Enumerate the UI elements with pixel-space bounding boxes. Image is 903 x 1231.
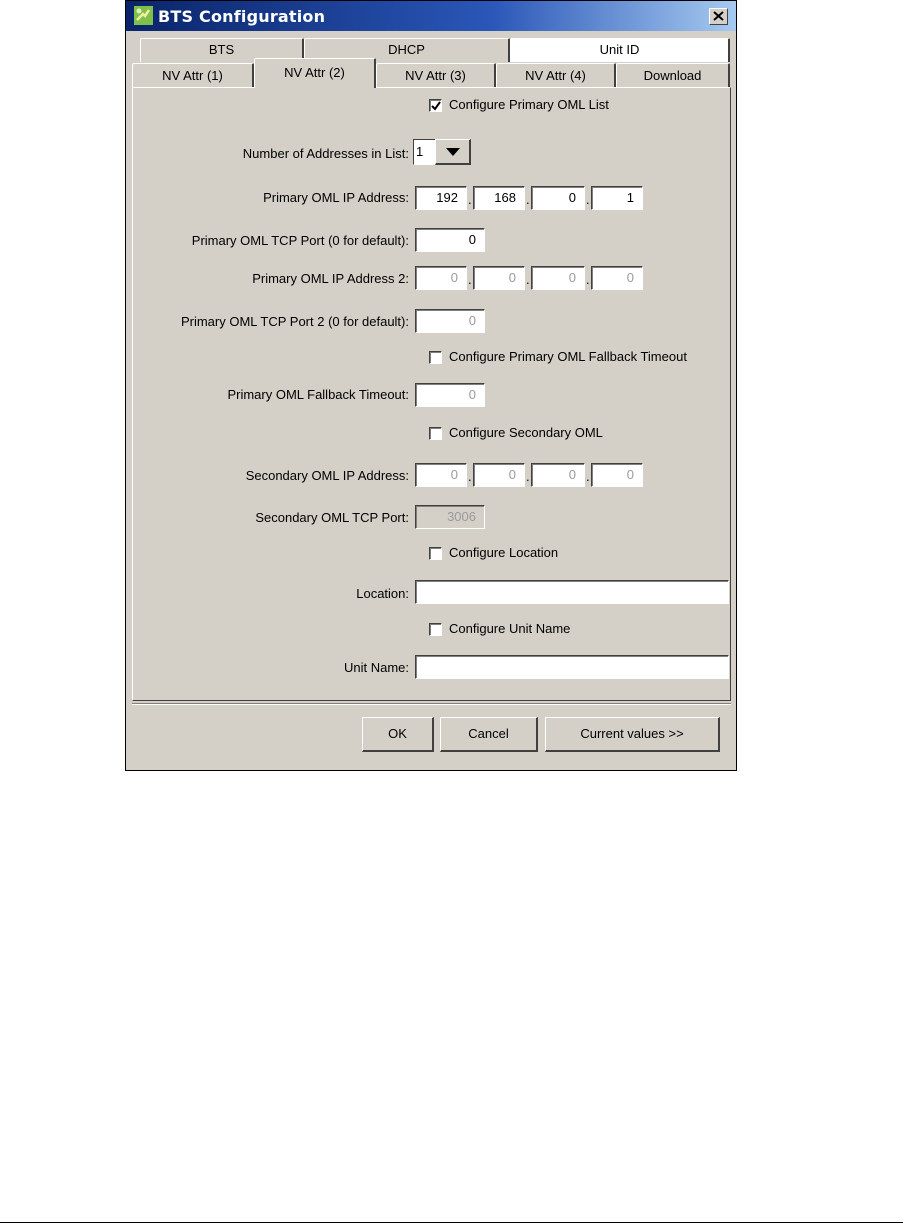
cancel-button[interactable]: Cancel <box>440 717 538 752</box>
chevron-down-icon <box>446 148 460 156</box>
checkbox-box <box>429 99 442 112</box>
tab-nv-attr-4[interactable]: NV Attr (4) <box>496 63 616 87</box>
ip-dot: . <box>468 272 472 287</box>
primary-oml-tcp-port-2-label-wrap <box>133 314 409 332</box>
secondary-oml-tcp-port-label-wrap <box>133 510 409 528</box>
app-icon <box>134 6 153 25</box>
primary-oml-tcp-port-label-wrap <box>133 233 409 251</box>
tab-unit-id[interactable]: Unit ID <box>510 38 730 62</box>
ip-dot: . <box>586 192 590 207</box>
nv-attr-2-panel: Configure Primary OML List Number of Addresses in List: 1 Primary OML IP Address: 192 . 168 . 0 . 1 Primary OML TCP Port (0 for default): 0 Primary OML IP Address 2: 0 . 0 . 0 . 0 Primary OML TCP Port 2 (0 for default): 0 Configure Primary OML Fallback Timeout Primary OML Fallback Timeout: 0 Configure Secondary OML Secondary OML IP Address: 0 . 0 . 0 . 0 Secondary OML TCP Port: 3006 Configure Location Location: Configure Unit Name Unit Name: <box>132 87 731 701</box>
ok-button[interactable]: OK <box>362 717 434 752</box>
ip-dot: . <box>586 272 590 287</box>
tab-nv-attr-1[interactable]: NV Attr (1) <box>132 63 254 87</box>
primary-oml-ip-octet-2[interactable]: 168 <box>473 186 525 210</box>
primary-oml-ip-label: Primary OML IP Address: <box>263 190 409 205</box>
secondary-oml-ip-label-wrap <box>133 468 409 486</box>
fallback-timeout-label-wrap <box>133 387 409 405</box>
secondary-oml-ip-octet-4[interactable]: 0 <box>591 463 643 487</box>
number-of-addresses-label: Number of Addresses in List: <box>242 146 409 161</box>
close-button[interactable] <box>709 8 728 25</box>
location-input[interactable] <box>415 580 729 604</box>
checkbox-box <box>429 427 442 440</box>
dropdown-button[interactable] <box>435 139 471 165</box>
location-label: Location: <box>356 586 409 601</box>
ip-dot: . <box>526 192 530 207</box>
secondary-oml-ip-octet-3[interactable]: 0 <box>531 463 585 487</box>
primary-oml-ip-octet-1[interactable]: 192 <box>415 186 467 210</box>
checkbox-box <box>429 351 442 364</box>
fallback-timeout-input[interactable]: 0 <box>415 383 485 407</box>
unit-name-label: Unit Name: <box>343 660 409 675</box>
number-of-addresses-label-wrap <box>133 146 409 164</box>
ip-dot: . <box>526 469 530 484</box>
tab-nv-attr-2[interactable]: NV Attr (2) <box>254 58 376 88</box>
primary-oml-ip-octet-4[interactable]: 1 <box>591 186 643 210</box>
number-of-addresses-select[interactable] <box>413 139 471 165</box>
primary-oml-ip-label-wrap <box>133 190 409 208</box>
tab-dhcp[interactable]: DHCP <box>304 38 510 62</box>
title-bar[interactable] <box>126 1 736 31</box>
current-values-button[interactable]: Current values >> <box>545 717 720 752</box>
primary-oml-ip-2-label: Primary OML IP Address 2: <box>252 271 409 286</box>
window-title: BTS Configuration <box>158 7 326 26</box>
secondary-oml-ip-octet-2[interactable]: 0 <box>473 463 525 487</box>
secondary-oml-ip-octet-1[interactable]: 0 <box>415 463 467 487</box>
close-icon <box>713 11 724 21</box>
primary-oml-ip-2-octet-3[interactable]: 0 <box>531 266 585 290</box>
location-label-wrap <box>133 586 409 604</box>
secondary-oml-tcp-port-label: Secondary OML TCP Port: <box>255 510 409 525</box>
ip-dot: . <box>526 272 530 287</box>
check-icon <box>431 101 441 111</box>
primary-oml-tcp-port-label: Primary OML TCP Port (0 for default): <box>191 233 409 248</box>
bts-configuration-dialog <box>125 0 737 771</box>
secondary-oml-tcp-port-input[interactable]: 3006 <box>415 505 485 529</box>
primary-oml-tcp-port-input[interactable]: 0 <box>415 228 485 252</box>
fallback-timeout-label: Primary OML Fallback Timeout: <box>227 387 409 402</box>
primary-oml-tcp-port-2-label: Primary OML TCP Port 2 (0 for default): <box>180 314 409 329</box>
checkbox-box <box>429 547 442 560</box>
ip-dot: . <box>468 192 472 207</box>
unit-name-input[interactable] <box>415 655 729 679</box>
ip-dot: . <box>586 469 590 484</box>
tab-nv-attr-3[interactable]: NV Attr (3) <box>376 63 496 87</box>
ip-dot: . <box>468 469 472 484</box>
footer-divider <box>132 703 731 705</box>
primary-oml-ip-octet-3[interactable]: 0 <box>531 186 585 210</box>
number-of-addresses-value: 1 <box>413 139 435 165</box>
primary-oml-ip-2-label-wrap <box>133 271 409 289</box>
page-bottom-rule <box>0 1222 903 1223</box>
tab-download[interactable]: Download <box>616 63 730 87</box>
unit-name-label-wrap <box>133 660 409 678</box>
tab-bts[interactable]: BTS <box>140 38 304 62</box>
primary-oml-ip-2-octet-2[interactable]: 0 <box>473 266 525 290</box>
primary-oml-ip-2-octet-1[interactable]: 0 <box>415 266 467 290</box>
primary-oml-ip-2-octet-4[interactable]: 0 <box>591 266 643 290</box>
checkbox-box <box>429 623 442 636</box>
secondary-oml-ip-label: Secondary OML IP Address: <box>245 468 409 483</box>
primary-oml-tcp-port-2-input[interactable]: 0 <box>415 309 485 333</box>
